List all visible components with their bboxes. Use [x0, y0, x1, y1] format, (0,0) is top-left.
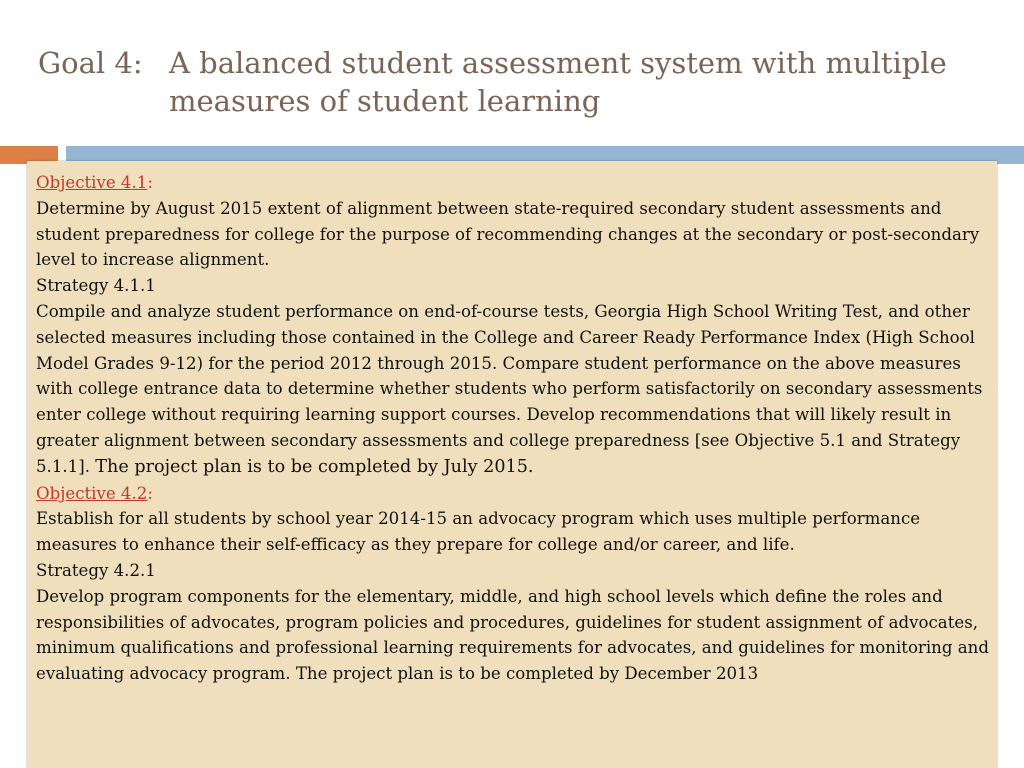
- strategy-label: Strategy 4.2.1: [36, 560, 156, 580]
- objective-label: Objective 4.2: [36, 483, 148, 503]
- strategy-label: Strategy 4.1.1: [36, 276, 156, 296]
- goal-number: Goal 4:: [38, 46, 143, 80]
- objective-colon: :: [147, 173, 153, 192]
- objective-colon: :: [147, 483, 153, 503]
- strategy-text: [36, 299, 989, 481]
- objective-description: Establish for all students by school year 2014-15 an advocacy program which uses multiple performance measures to enhance their self-efficacy as they prepare for college and/or career, and life.: [36, 509, 921, 555]
- objective-heading: [36, 481, 989, 507]
- strategy-completion: The project plan is to be completed by July 2015.: [95, 456, 534, 477]
- objectives-box: [27, 161, 997, 768]
- objective-label: Objective 4.1: [36, 173, 148, 192]
- objective-description: Determine by August 2015 extent of alignment between state-required secondary student assessments and student preparedness for college for the purpose of recommending changes at the secondary or post-secondary level to increase alignment.: [36, 198, 980, 270]
- slide-title: [38, 44, 998, 120]
- objectives-content: [27, 161, 997, 687]
- objective-heading: [36, 170, 989, 196]
- goal-title: A balanced student assessment system with multiple measures of student learning: [169, 46, 947, 118]
- strategy-body: Compile and analyze student performance on end-of-course tests, Georgia High School Writing Test, and other selected measures including those contained in the College and Career Ready Performance Index (High School Model Grades 9-12) for the period 2012 through 2015. Compare student performance on the above measures with college entrance data to determine whether students who perform satisfactorily on secondary assessments enter college without requiring learning support courses. Develop recommendations that will likely result in greater alignment between secondary assessments and college preparedness [see Objective 5.1 and Strategy 5.1.1].: [36, 301, 983, 476]
- strategy-text: Develop program components for the elementary, middle, and high school levels which define the roles and responsibilities of advocates, program policies and procedures, guidelines for student assignment of advocates, minimum qualifications and professional learning requirements for advocates, and guidelines for monitoring and evaluating advocacy program. The project plan is to be completed by December 2013: [36, 586, 989, 684]
